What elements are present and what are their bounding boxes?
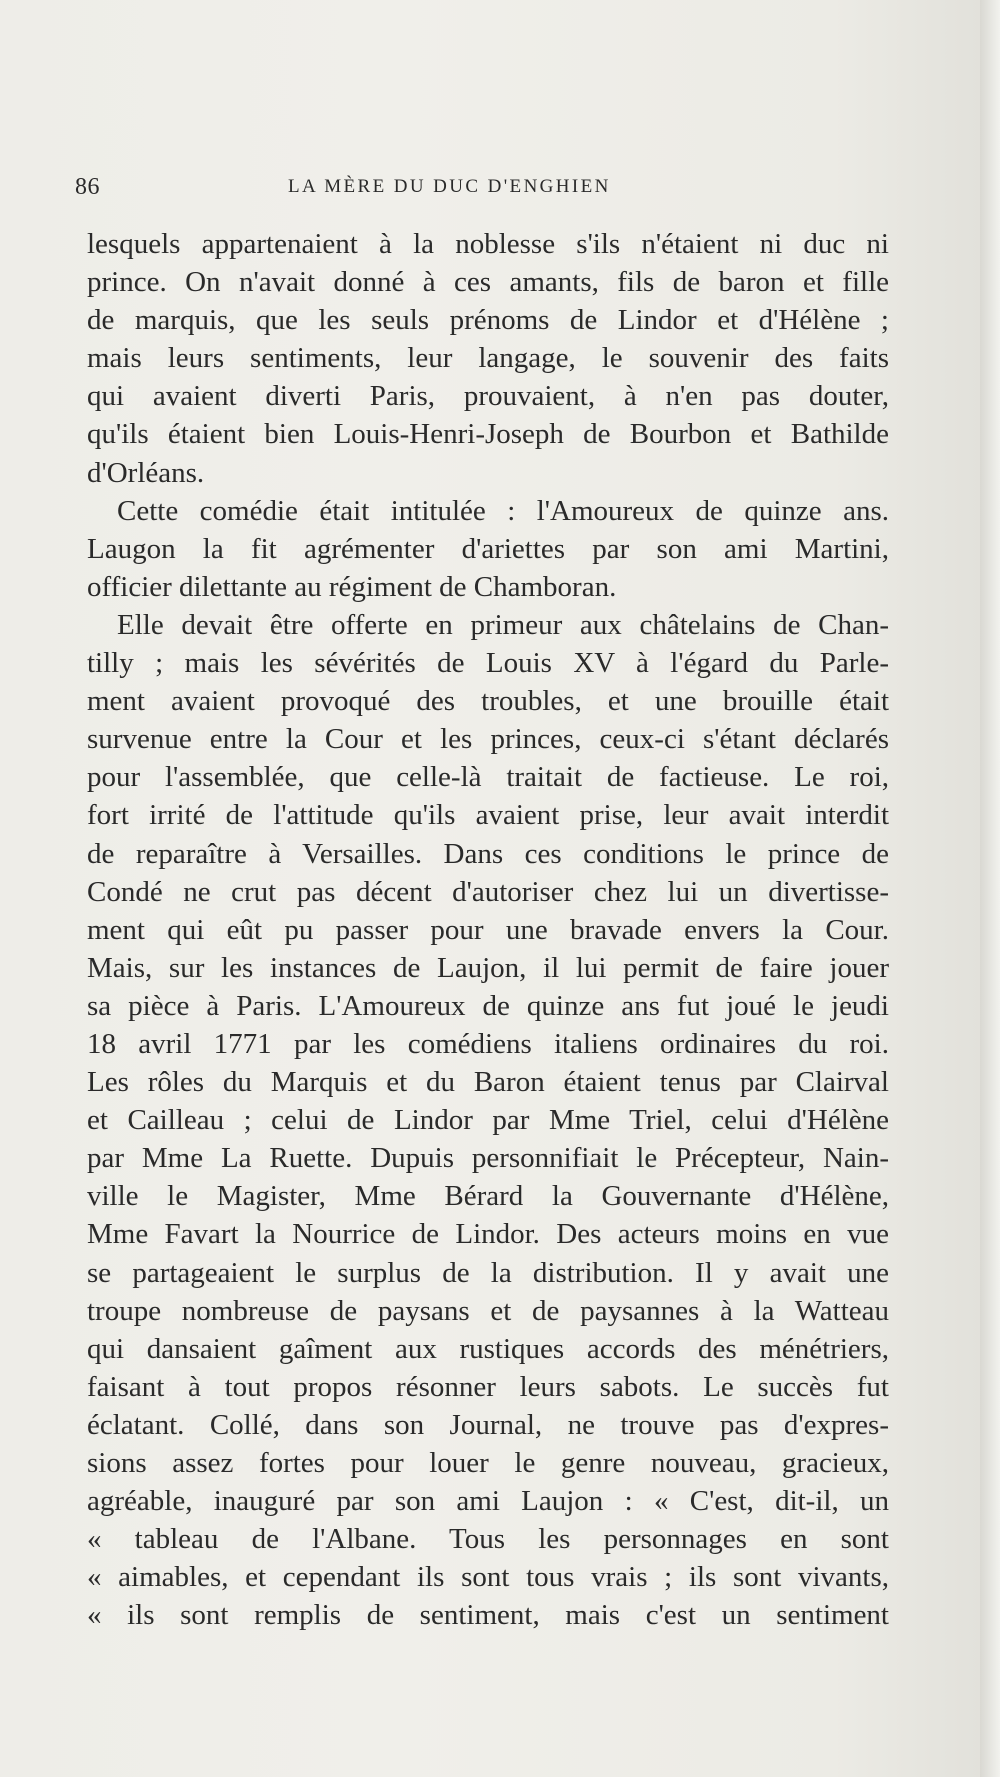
text-line: Laugon la fit agrémenter d'ariettes par son ami Martini, xyxy=(87,532,889,565)
text-line: éclatant. Collé, dans son Journal, ne trouve pas d'expres- xyxy=(87,1408,889,1441)
text-line: faisant à tout propos résonner leurs sabots. Le succès fut xyxy=(87,1370,889,1403)
text-line: prince. On n'avait donné à ces amants, fils de baron et fille xyxy=(87,266,889,299)
text-line: tilly ; mais les sévérités de Louis XV à l'égard du Parle- xyxy=(87,647,889,680)
text-line: de reparaître à Versailles. Dans ces conditions le prince de xyxy=(87,837,889,870)
text-line: fort irrité de l'attitude qu'ils avaient prise, leur avait interdit xyxy=(87,799,889,832)
text-line: 18 avril 1771 par les comédiens italiens ordinaires du roi. xyxy=(87,1027,889,1060)
text-line: agréable, inauguré par son ami Laujon : « C'est, dit-il, un xyxy=(87,1485,889,1518)
text-line: Elle devait être offerte en primeur aux châtelains de Chan- xyxy=(117,608,889,641)
text-line: qui dansaient gaîment aux rustiques accords des ménétriers, xyxy=(87,1332,889,1365)
text-line: « ils sont remplis de sentiment, mais c'est un sentiment xyxy=(87,1599,889,1632)
text-line: sions assez fortes pour louer le genre nouveau, gracieux, xyxy=(87,1447,889,1479)
text-line: ment avaient provoqué des troubles, et une brouille était xyxy=(87,685,889,718)
text-line: Les rôles du Marquis et du Baron étaient tenus par Clairval xyxy=(87,1066,889,1099)
text-line: se partageaient le surplus de la distribution. Il y avait une xyxy=(87,1256,889,1289)
text-line: de marquis, que les seuls prénoms de Lindor et d'Hélène ; xyxy=(87,304,889,337)
text-line: « aimables, et cependant ils sont tous vrais ; ils sont vivants, xyxy=(87,1561,889,1594)
text-line: ment qui eût pu passer pour une bravade envers la Cour. xyxy=(87,913,889,946)
page-gutter xyxy=(980,0,1000,1777)
page-number: 86 xyxy=(75,174,100,200)
text-line: Condé ne crut pas décent d'autoriser chez lui un divertisse- xyxy=(87,875,889,908)
text-line: et Cailleau ; celui de Lindor par Mme Triel, celui d'Hélène xyxy=(87,1104,889,1137)
page-header xyxy=(75,170,895,210)
text-line: officier dilettante au régiment de Chamboran. xyxy=(87,570,617,603)
text-line: par Mme La Ruette. Dupuis personnifiait le Précepteur, Nain- xyxy=(87,1142,889,1175)
text-line: pour l'assemblée, que celle-là traitait de factieuse. Le roi, xyxy=(87,761,889,794)
text-line: Mais, sur les instances de Laujon, il lui permit de faire jouer xyxy=(87,951,889,984)
text-line: mais leurs sentiments, leur langage, le souvenir des faits xyxy=(87,342,889,375)
text-line: ville le Magister, Mme Bérard la Gouvernante d'Hélène, xyxy=(87,1180,889,1213)
text-line: qu'ils étaient bien Louis-Henri-Joseph de Bourbon et Bathilde xyxy=(87,418,889,451)
text-line: « tableau de l'Albane. Tous les personnages en sont xyxy=(87,1523,889,1556)
text-line: troupe nombreuse de paysans et de paysannes à la Watteau xyxy=(87,1294,889,1327)
body-text xyxy=(87,225,889,1634)
text-line: lesquels appartenaient à la noblesse s'ils n'étaient ni duc ni xyxy=(87,228,889,260)
text-line: sa pièce à Paris. L'Amoureux de quinze ans fut joué le jeudi xyxy=(87,989,889,1022)
text-line: d'Orléans. xyxy=(87,456,205,489)
running-title: LA MÈRE DU DUC D'ENGHIEN xyxy=(288,176,611,197)
text-line: Cette comédie était intitulée : l'Amoureux de quinze ans. xyxy=(117,494,889,527)
text-line: qui avaient diverti Paris, prouvaient, à n'en pas douter, xyxy=(87,380,889,413)
text-line: Mme Favart la Nourrice de Lindor. Des acteurs moins en vue xyxy=(87,1218,889,1251)
text-line: survenue entre la Cour et les princes, ceux-ci s'étant déclarés xyxy=(87,723,889,756)
